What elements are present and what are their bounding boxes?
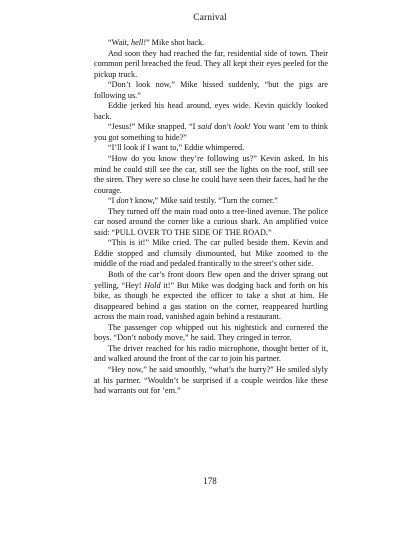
- text-run: You want ’em to think you got something to hide?”: [94, 122, 328, 142]
- text-run: “How do you know they’re following us?” Kevin asked. In his mind he could still see the car, still see the lights on the roof, still see the siren. They were so close he could have seen their faces, had he the courage.: [94, 154, 328, 195]
- paragraph: [94, 323, 328, 344]
- text-run: They turned off the main road onto a tree-lined avenue. The police car nosed around the corner like a curious shark. An amplified voice said: “PULL OVER TO THE SIDE OF THE ROAD.”: [94, 206, 328, 237]
- paragraph: [94, 49, 328, 81]
- italic-text: hell!: [130, 38, 146, 47]
- paragraph: [94, 238, 328, 270]
- body-text: [94, 38, 328, 397]
- text-run: “I: [108, 196, 117, 206]
- italic-text: Hold: [144, 280, 161, 290]
- text-run: The driver reached for his radio microphone, thought better of it, and walked around the front of the car to join his partner.: [94, 343, 328, 364]
- italic-text: look!: [233, 122, 251, 132]
- page-number: 178: [203, 476, 217, 486]
- text-run: “Wait,: [108, 38, 131, 47]
- text-run: know,” Mike said testily. “Turn the corner.”: [132, 196, 278, 206]
- text-run: “Hey now,” he said smoothly, “what’s the hurry?” He smiled slyly at his partner. “Wouldn’t be surprised if a couple weirdos like these had warrants out for ’em.”: [94, 364, 328, 396]
- text-run: The passenger cop whipped out his nightstick and cornered the boys. “Don’t nobody move,” he said. They cringed in terror.: [94, 322, 328, 343]
- paragraph: [94, 80, 328, 101]
- italic-text: don’t: [116, 196, 133, 206]
- paragraph: [94, 154, 328, 196]
- text-run: “This is it!” Mike cried. The car pulled beside them. Kevin and Eddie stopped and clumsily dismounted, but Mike zoomed to the middle of the road and pedaled frantically to the street’s other side.: [94, 238, 328, 269]
- text-run: don’t: [211, 122, 234, 132]
- paragraph: [94, 143, 328, 154]
- text-run: “Don’t look now,” Mike hissed suddenly, “but the pigs are following us.”: [94, 80, 328, 100]
- running-head: Carnival: [193, 13, 227, 23]
- paragraph: [94, 207, 328, 239]
- paragraph: [94, 122, 328, 143]
- italic-text: said: [197, 122, 212, 132]
- paragraph: [94, 196, 328, 207]
- text-run: “I’ll look if I want to,” Eddie whimpered.: [108, 143, 245, 153]
- paragraph: [94, 270, 328, 323]
- text-run: Eddie jerked his head around, eyes wide. Kevin quickly looked back.: [94, 101, 328, 121]
- paragraph: [94, 101, 328, 122]
- text-run: “Jesus!” Mike snapped. “I: [108, 122, 198, 132]
- text-run: it!” But Mike was dodging back and forth on his bike, as though he expected the officer to take a shot at him. He disappeared behind a gas station on the corner, reappeared hurtling across the main road, vanished again behind a restaurant.: [94, 280, 328, 322]
- paragraph: [94, 365, 328, 397]
- text-run: And soon they had reached the far, residential side of town. Their common peril breached the feud. They all kept their eyes peeled for the pickup truck.: [94, 48, 328, 79]
- paragraph: [94, 344, 328, 365]
- paragraph: [94, 38, 328, 49]
- text-run: ” Mike shot back.: [146, 38, 205, 47]
- text-run: Both of the car’s front doors flew open and the driver sprang out yelling, “Hey!: [94, 270, 328, 290]
